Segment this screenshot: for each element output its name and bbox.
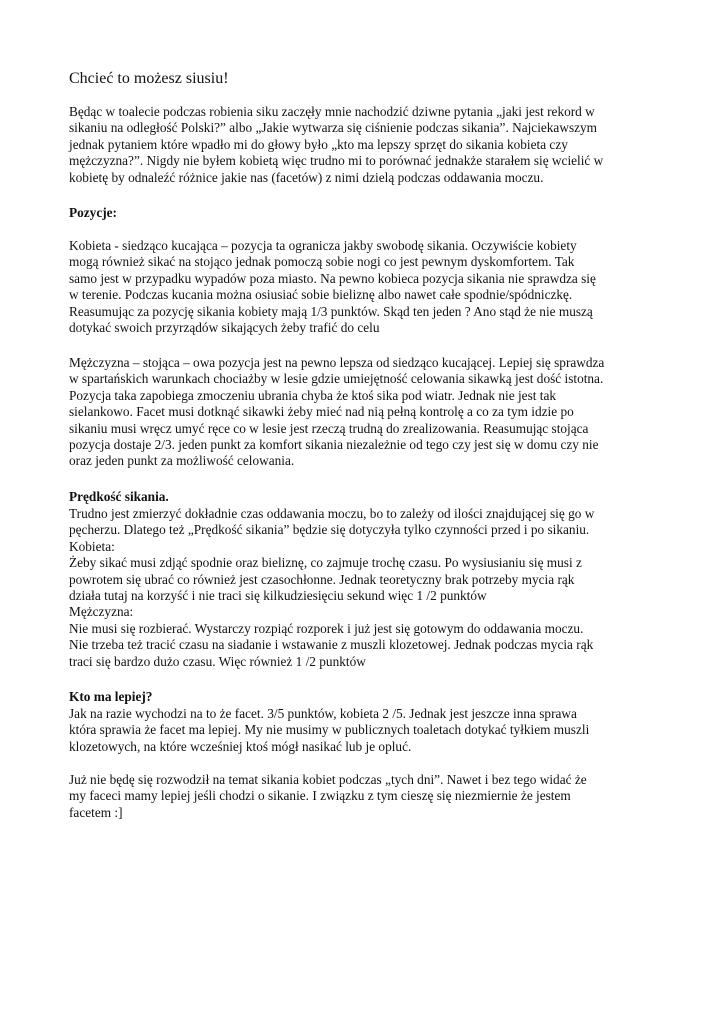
text-line: Już nie będę się rozwodził na temat sikania kobiet podczas „tych dni”. Nawet i bez tego widać że — [69, 772, 587, 787]
heading-kto-ma-lepiej: Kto ma lepiej? — [69, 689, 153, 704]
text-line: klozetowych, na które wcześniej ktoś mógł nasikać lub je opluć. — [69, 738, 412, 754]
text-line: sikaniu na odległość Polski?” albo „Jakie wytwarza się ciśnienie podczas sikania”. Najciekawszym — [69, 120, 598, 136]
text-line: która sprawia że facet ma lepiej. My nie musimy w publicznych toaletach dotykać tyłkiem muszli — [69, 722, 590, 738]
predkosc-paragraph — [69, 506, 594, 670]
kobieta-position-paragraph — [69, 238, 596, 336]
text-line: Jak na razie wychodzi na to że facet. 3/5 punktów, kobieta 2 /5. Jednak jest jeszcze inna sprawa — [69, 706, 577, 721]
text-line: w spartańskich warunkach chociażby w lesie gdzie umiejętność celowania sikawką jest dość istotna. — [69, 371, 604, 387]
text-line: Kobieta - siedząco kucająca – pozycja ta ogranicza jakby swobodę sikania. Oczywiście kobiety — [69, 238, 577, 253]
text-line: Mężczyzna – stojąca – owa pozycja jest na pewno lepsza od siedząco kucającej. Lepiej się sprawdza — [69, 355, 605, 370]
text-line: Trudno jest zmierzyć dokładnie czas oddawania moczu, bo to zależy od ilości znajdującej się go w — [69, 506, 595, 521]
text-line: jednak pytaniem które wpadło mi do głowy było „kto ma lepszy sprzęt do sikania kobieta czy — [69, 136, 568, 152]
text-line: Kobieta: — [69, 538, 115, 554]
text-line: Nie musi się rozbierać. Wystarczy rozpiąć rozporek i już jest się gotowym do oddawania moczu. — [69, 620, 584, 636]
text-line: traci się bardzo dużo czasu. Więc również 1 /2 punktów — [69, 653, 366, 669]
text-line: kobietę by odnaleźć różnice jakie nas (facetów) z nimi dzielą podczas oddawania moczu. — [69, 169, 544, 185]
text-line: dotykać swoich przyrządów sikających żeby trafić do celu — [69, 319, 380, 335]
intro-paragraph — [69, 104, 603, 186]
document-title: Chcieć to możesz siusiu! — [69, 70, 229, 87]
text-line: pozycja dostaje 2/3. jeden punkt za komfort sikania niezależnie od tego czy jest się w domu czy nie — [69, 436, 599, 452]
text-line: mogą również sikać na stojąco jednak pomoczą sobie nogi co jest pewnym dyskomfortem. Tak — [69, 254, 575, 270]
heading-pozycje: Pozycje: — [69, 205, 117, 220]
text-line: mężczyzna?”. Nigdy nie byłem kobietą więc trudno mi to porównać jednakże starałem się wcielić w — [69, 153, 604, 169]
text-line: Mężczyzna: — [69, 604, 134, 620]
text-line: facetem :] — [69, 804, 123, 820]
text-line: Nie trzeba też tracić czasu na siadanie i wstawanie z muszli klozetowej. Jednak podczas mycia rąk — [69, 637, 594, 653]
text-line: oraz jeden punkt za możliwość celowania. — [69, 453, 295, 469]
heading-predkosc: Prędkość sikania. — [69, 489, 169, 504]
mezczyzna-position-paragraph — [69, 355, 604, 470]
text-line: w terenie. Podczas kucania można osiusiać sobie bieliznę albo nawet całe spodnie/spódniczkę. — [69, 287, 573, 303]
text-line: sielankowo. Facet musi dotknąć sikawki żeby mieć nad nią pełną kontrolę a co za tym idzie po — [69, 404, 574, 420]
text-line: samo jest w przypadku wypadów poza miasto. Na pewno kobieca pozycja sikania nie sprawdza się — [69, 270, 596, 286]
text-line: Żeby sikać musi zdjąć spodnie oraz bieliznę, co zajmuje trochę czasu. Po wysiusianiu się musi z — [69, 555, 582, 571]
text-line: my faceci mamy lepiej jeśli chodzi o sikanie. I związku z tym cieszę się niezmiernie że jestem — [69, 788, 571, 804]
text-line: powrotem się ubrać co również jest czasochłonne. Jednak teoretyczny brak potrzeby mycia rąk — [69, 571, 575, 587]
text-line: sikaniu musi wręcz umyć ręce co w lesie jest rzeczą trudną do zrealizowania. Reasumując stojąca — [69, 420, 589, 436]
text-line: Reasumując za pozycję sikania kobiety mają 1/3 punktów. Skąd ten jeden ? Ano stąd że nie muszą — [69, 303, 593, 319]
text-line: pęcherzu. Dlatego też „Prędkość sikania” będzie się dotyczyła tylko czynności przed i po sikaniu. — [69, 522, 590, 538]
outro-paragraph — [69, 772, 587, 821]
kto-paragraph — [69, 706, 589, 755]
text-line: Będąc w toalecie podczas robienia siku zaczęły mnie nachodzić dziwne pytania „jaki jest rekord w — [69, 104, 595, 119]
text-line: działa tutaj na korzyść i nie traci się kilkudziesięciu sekund więc 1 /2 punktów — [69, 587, 487, 603]
text-line: Pozycja taka zapobiega zmoczeniu ubrania chyba że ktoś sika pod wiatr. Jednak nie jest tak — [69, 387, 557, 403]
